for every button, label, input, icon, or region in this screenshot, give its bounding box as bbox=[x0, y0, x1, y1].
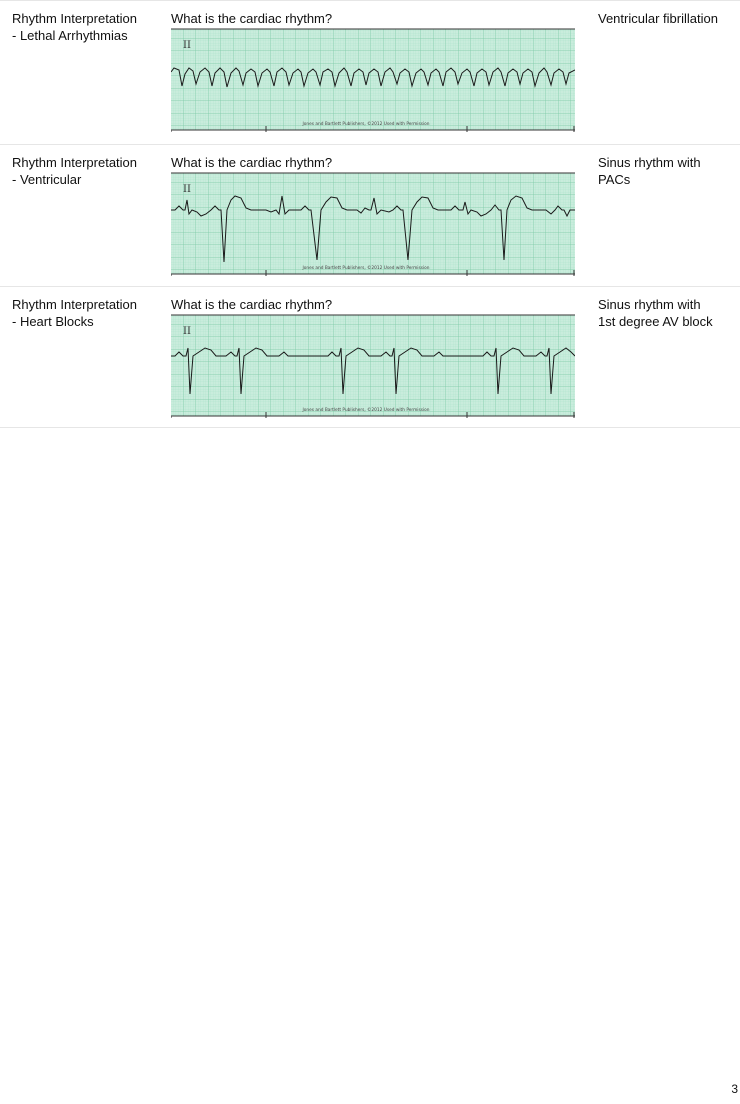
answer-line: Sinus rhythm with bbox=[598, 297, 701, 312]
answer-line: Ventricular fibrillation bbox=[598, 11, 718, 26]
topic-subline: - Heart Blocks bbox=[12, 314, 94, 329]
topic-line: Rhythm Interpretation bbox=[12, 297, 138, 312]
lead-label: II bbox=[183, 184, 191, 195]
card-topic bbox=[12, 154, 162, 188]
flashcard-2 bbox=[0, 144, 740, 286]
answer-line: Sinus rhythm with bbox=[598, 155, 701, 170]
ecg-strip-image bbox=[171, 312, 575, 418]
answer-line: PACs bbox=[598, 172, 631, 187]
card-topic bbox=[12, 296, 162, 330]
card-answer bbox=[598, 154, 736, 188]
ecg-strip-image bbox=[171, 170, 575, 276]
flashcard-3 bbox=[0, 286, 740, 428]
topic-line: Rhythm Interpretation bbox=[12, 155, 138, 170]
strip-credit: Jones and Bartlett Publishers, ©2012 Used with Permission bbox=[302, 266, 430, 271]
flashcard-1 bbox=[0, 0, 740, 142]
topic-line: Rhythm Interpretation bbox=[12, 11, 138, 26]
strip-credit: Jones and Bartlett Publishers, ©2012 Used with Permission bbox=[302, 122, 430, 127]
answer-line: 1st degree AV block bbox=[598, 314, 713, 329]
lead-label: II bbox=[183, 40, 191, 51]
lead-label: II bbox=[183, 326, 191, 337]
card-answer bbox=[598, 296, 736, 330]
page-number: 3 bbox=[731, 1082, 738, 1096]
card-answer bbox=[598, 10, 736, 27]
card-question: What is the cardiac rhythm? bbox=[171, 155, 333, 170]
card-topic bbox=[12, 10, 162, 44]
card-question: What is the cardiac rhythm? bbox=[171, 297, 333, 312]
card-question: What is the cardiac rhythm? bbox=[171, 11, 333, 26]
topic-subline: - Ventricular bbox=[12, 172, 82, 187]
ecg-strip-image bbox=[171, 26, 575, 132]
strip-credit: Jones and Bartlett Publishers, ©2012 Used with Permission bbox=[302, 408, 430, 413]
topic-subline: - Lethal Arrhythmias bbox=[12, 28, 128, 43]
